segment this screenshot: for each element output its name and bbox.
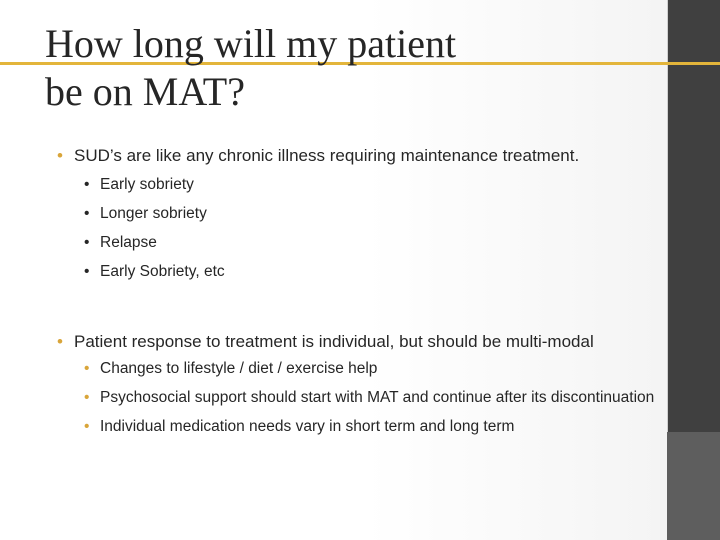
sub-bullet-list (57, 359, 657, 436)
sub-bullet-item (57, 388, 657, 407)
bullet-icon: • (57, 332, 63, 351)
bullet-icon: • (84, 205, 90, 222)
bullet-icon: • (84, 234, 90, 251)
slide-body (57, 144, 657, 436)
slide-title-line-1: How long will my patient (45, 21, 457, 66)
bullet-icon: • (84, 360, 90, 377)
side-panel-lower-block (667, 432, 720, 540)
bullet-text: Patient response to treatment is individual, but should be multi-modal (74, 332, 594, 351)
sub-bullet-text: Early sobriety (100, 176, 194, 193)
sub-bullet-text: Changes to lifestyle / diet / exercise help (100, 360, 378, 377)
bullet-sud-chronic-illness (57, 144, 657, 167)
side-panel (667, 0, 720, 540)
sub-bullet-text: Relapse (100, 234, 157, 251)
bullet-icon: • (84, 176, 90, 193)
bullet-patient-response (57, 330, 657, 353)
sub-bullet-text: Psychosocial support should start with MAT and continue after its discontinuation (100, 389, 655, 406)
bullet-icon: • (84, 389, 90, 406)
sub-bullet-item (57, 170, 657, 199)
sub-bullet-item (57, 228, 657, 257)
sub-bullet-item (57, 257, 657, 286)
bullet-icon: • (57, 146, 63, 165)
slide-title (45, 20, 645, 116)
sub-bullet-item (57, 359, 657, 378)
sub-bullet-item (57, 417, 657, 436)
bullet-text: SUD’s are like any chronic illness requiring maintenance treatment. (74, 146, 580, 165)
sub-bullet-item (57, 199, 657, 228)
sub-bullet-text: Longer sobriety (100, 205, 207, 222)
sub-bullet-text: Early Sobriety, etc (100, 263, 225, 280)
bullet-icon: • (84, 263, 90, 280)
bullet-icon: • (84, 418, 90, 435)
sub-bullet-text: Individual medication needs vary in short term and long term (100, 418, 515, 435)
sub-bullet-list (57, 170, 657, 286)
slide-title-line-2: be on MAT? (45, 69, 245, 114)
